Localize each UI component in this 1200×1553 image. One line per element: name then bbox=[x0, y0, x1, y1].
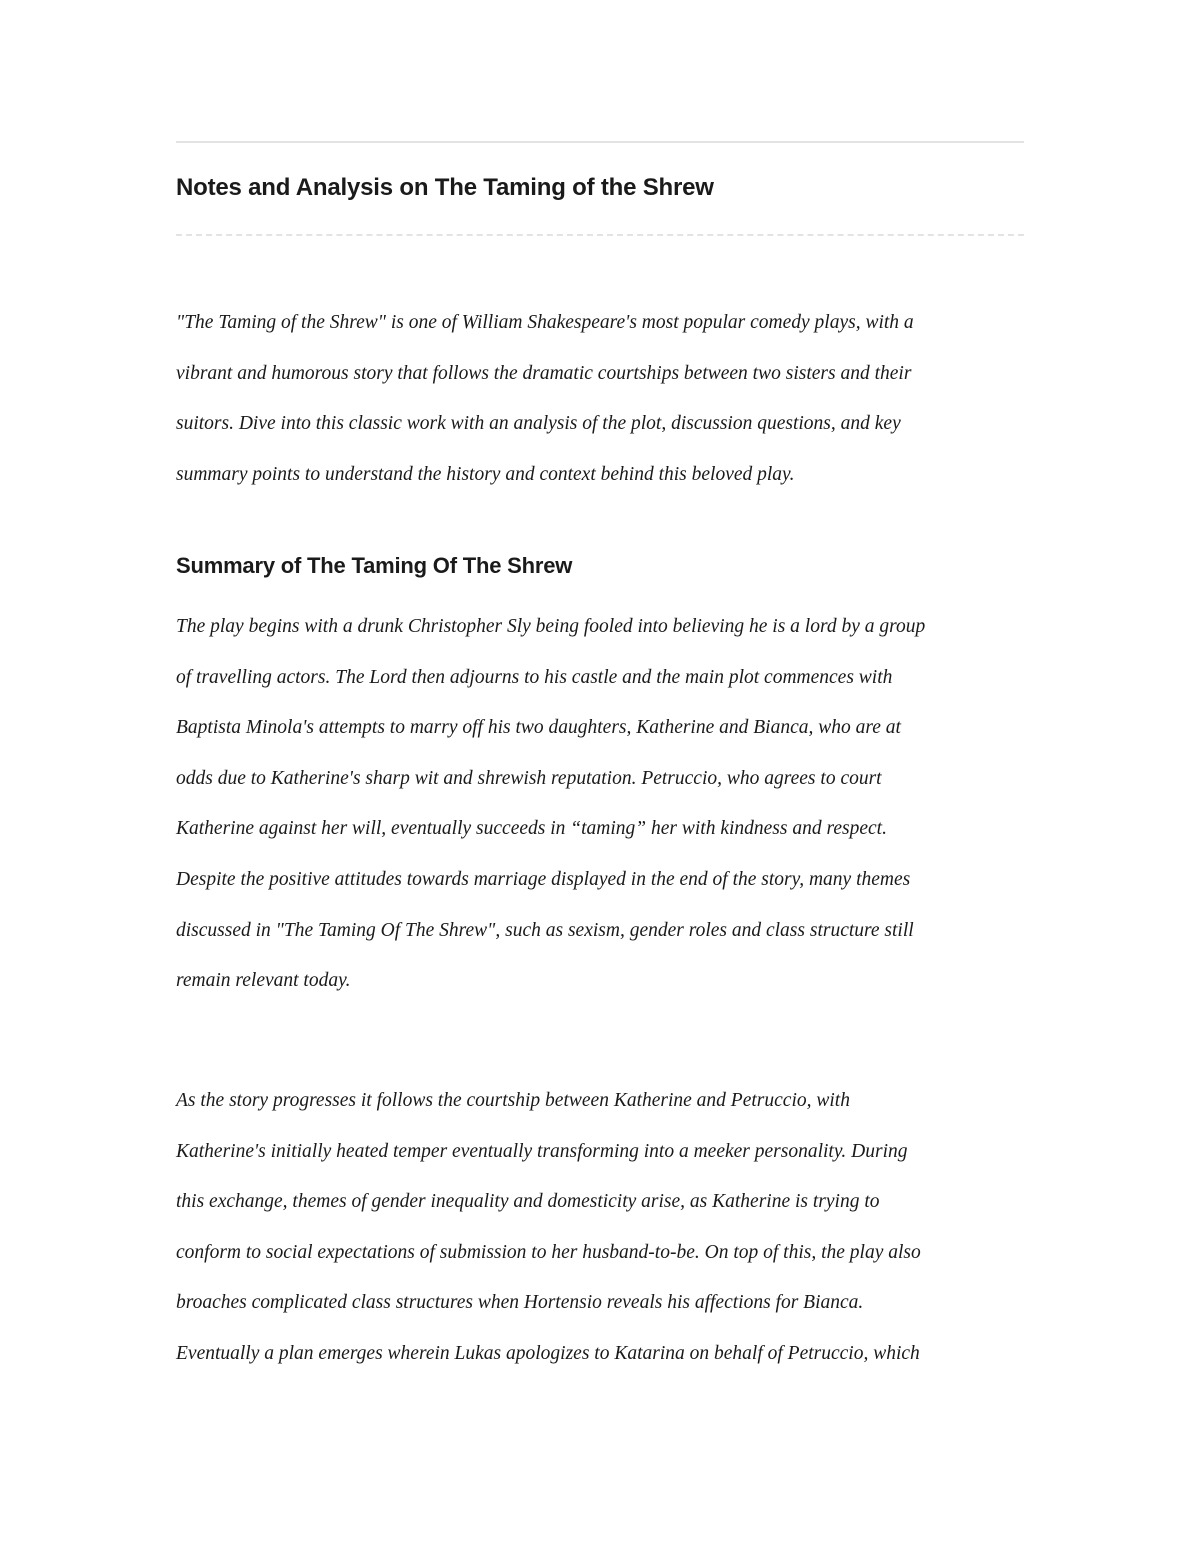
summary-paragraph-1 bbox=[176, 602, 1026, 1007]
summary-line: Katherine's initially heated temper eventually transforming into a meeker personality. During bbox=[176, 1140, 908, 1162]
summary-heading: Summary of The Taming Of The Shrew bbox=[176, 553, 573, 578]
intro-line: summary points to understand the history and context behind this beloved play. bbox=[176, 463, 795, 485]
summary-line: discussed in "The Taming Of The Shrew", such as sexism, gender roles and class structure still bbox=[176, 919, 914, 941]
intro-paragraph bbox=[176, 298, 1026, 500]
intro-line: "The Taming of the Shrew" is one of William Shakespeare's most popular comedy plays, with a bbox=[176, 312, 914, 333]
summary-line: conform to social expectations of submission to her husband-to-be. On top of this, the play also bbox=[176, 1241, 921, 1263]
summary-line: Baptista Minola's attempts to marry off his two daughters, Katherine and Bianca, who are at bbox=[176, 717, 901, 739]
document-title: Notes and Analysis on The Taming of the Shrew bbox=[176, 174, 714, 201]
summary-line: remain relevant today. bbox=[176, 970, 351, 992]
title-divider bbox=[176, 234, 1024, 236]
summary-line: Eventually a plan emerges wherein Lukas apologizes to Katarina on behalf of Petruccio, which bbox=[176, 1342, 920, 1364]
summary-paragraph-2 bbox=[176, 1076, 1026, 1380]
summary-line: Katherine against her will, eventually succeeds in “taming” her with kindness and respect. bbox=[176, 818, 887, 840]
summary-line: Despite the positive attitudes towards marriage displayed in the end of the story, many themes bbox=[176, 868, 911, 890]
summary-line: broaches complicated class structures when Hortensio reveals his affections for Bianca. bbox=[176, 1292, 864, 1314]
top-divider bbox=[176, 141, 1024, 143]
summary-line: The play begins with a drunk Christopher Sly being fooled into believing he is a lord by a group bbox=[176, 616, 926, 637]
summary-line: As the story progresses it follows the courtship between Katherine and Petruccio, with bbox=[176, 1090, 850, 1111]
summary-line: this exchange, themes of gender inequality and domesticity arise, as Katherine is trying to bbox=[176, 1191, 880, 1213]
intro-line: suitors. Dive into this classic work with an analysis of the plot, discussion questions, and key bbox=[176, 413, 901, 435]
intro-line: vibrant and humorous story that follows the dramatic courtships between two sisters and their bbox=[176, 362, 912, 384]
summary-line: of travelling actors. The Lord then adjourns to his castle and the main plot commences with bbox=[176, 666, 893, 688]
summary-line: odds due to Katherine's sharp wit and shrewish reputation. Petruccio, who agrees to court bbox=[176, 767, 882, 789]
